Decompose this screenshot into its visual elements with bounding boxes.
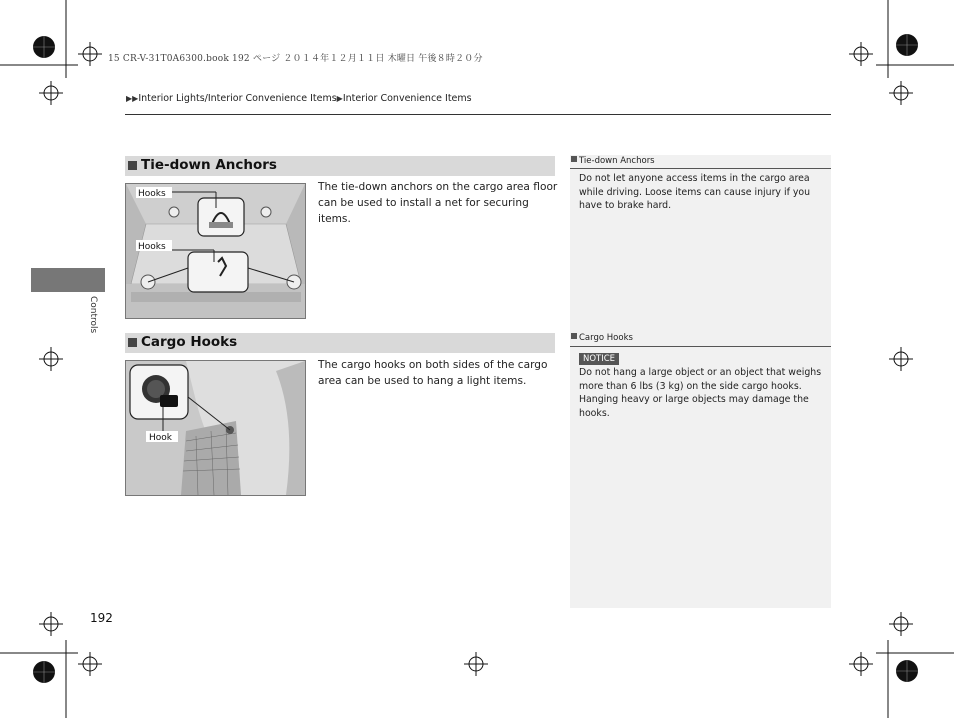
- section-square-icon: [128, 338, 137, 347]
- reference-icon: [571, 156, 577, 162]
- section-title-tie-down: Tie-down Anchors: [141, 157, 277, 173]
- section-square-icon: [128, 161, 137, 170]
- sidebar-rule-cargo-hooks: [570, 346, 831, 347]
- figure-label-hooks-bottom: Hooks: [138, 242, 166, 252]
- breadcrumb-separator: ▶: [336, 94, 343, 103]
- notice-badge: NOTICE: [579, 353, 619, 365]
- cargo-hooks-figure: [125, 360, 306, 496]
- chapter-tab[interactable]: [31, 268, 105, 292]
- sidebar-heading-cargo-hooks[interactable]: [571, 333, 633, 343]
- breadcrumb-marker: ▶▶: [126, 94, 139, 103]
- chapter-tab-label: Controls: [88, 296, 98, 334]
- figure-label-hook: Hook: [149, 433, 172, 443]
- breadcrumb-item-convenience[interactable]: Interior Convenience Items: [342, 93, 472, 104]
- header-rule: [125, 114, 831, 115]
- sidebar-heading-tie-down[interactable]: [571, 156, 655, 166]
- breadcrumb: [126, 93, 472, 104]
- section-heading-cargo-hooks: [125, 333, 555, 353]
- section-heading-tie-down: [125, 156, 555, 176]
- print-info: 15 CR-V-31T0A6300.book 192 ページ ２０１４年１２月１１日 木曜日 午後８時２０分: [108, 54, 483, 64]
- figure-label-hooks-top: Hooks: [138, 189, 166, 199]
- reference-icon: [571, 333, 577, 339]
- breadcrumb-item-interior-lights[interactable]: Interior Lights/Interior Convenience Items: [138, 93, 337, 104]
- cargo-hooks-body-text: The cargo hooks on both sides of the cargo area can be used to hang a light items.: [318, 359, 548, 387]
- sidebar-heading-tie-down-label: Tie-down Anchors: [579, 156, 655, 166]
- page-number: 192: [90, 611, 113, 625]
- tie-down-anchors-figure: [125, 183, 306, 319]
- sidebar-text-tie-down: Do not let anyone access items in the cargo area while driving. Loose items can cause injury if you have to brake hard.: [579, 173, 811, 211]
- sidebar-rule-tie-down: [570, 168, 831, 169]
- sidebar-text-cargo-hooks: Do not hang a large object or an object that weighs more than 6 lbs (3 kg) on the side cargo hooks. Hanging heavy or large objects may damage the hooks.: [579, 367, 822, 419]
- section-title-cargo-hooks: Cargo Hooks: [141, 334, 238, 350]
- tie-down-body-text: The tie-down anchors on the cargo area floor can be used to install a net for securing items.: [318, 181, 558, 225]
- sidebar-heading-cargo-hooks-label: Cargo Hooks: [579, 333, 633, 343]
